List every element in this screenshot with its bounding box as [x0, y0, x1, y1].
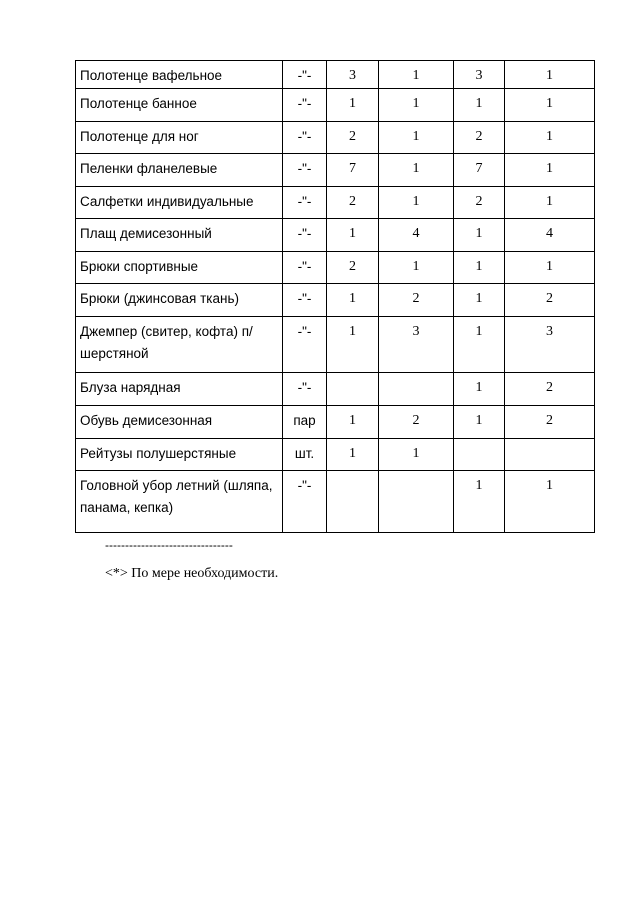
item-name: Головной убор летний (шляпа, панама, кепка): [76, 471, 283, 533]
item-value-2: 1: [379, 439, 454, 471]
table-row: [76, 317, 595, 373]
table-row: [76, 154, 595, 187]
item-unit: -"-: [283, 317, 327, 373]
item-value-1: 2: [327, 187, 379, 219]
table-body: [76, 61, 595, 533]
item-value-2: 1: [379, 252, 454, 284]
item-value-3: 2: [454, 122, 505, 154]
item-value-1: 1: [327, 284, 379, 317]
item-value-3: 3: [454, 61, 505, 89]
item-value-4: 2: [505, 406, 595, 439]
item-value-3: [454, 439, 505, 471]
item-value-3: 1: [454, 373, 505, 406]
item-value-1: [327, 471, 379, 533]
table-row: [76, 439, 595, 471]
item-value-2: 1: [379, 61, 454, 89]
item-value-4: 1: [505, 89, 595, 122]
item-value-2: [379, 373, 454, 406]
item-name: Брюки спортивные: [76, 252, 283, 284]
item-value-4: 2: [505, 373, 595, 406]
table-row: [76, 373, 595, 406]
item-value-3: 1: [454, 219, 505, 252]
item-unit: шт.: [283, 439, 327, 471]
item-name: Джемпер (свитер, кофта) п/шерстяной: [76, 317, 283, 373]
item-name: Полотенце вафельное: [76, 61, 283, 89]
item-value-4: 4: [505, 219, 595, 252]
item-value-4: 3: [505, 317, 595, 373]
item-name: Полотенце банное: [76, 89, 283, 122]
item-name: Блуза нарядная: [76, 373, 283, 406]
items-table: [75, 60, 595, 533]
item-value-2: 1: [379, 122, 454, 154]
item-unit: -"-: [283, 252, 327, 284]
item-name: Рейтузы полушерстяные: [76, 439, 283, 471]
item-value-3: 2: [454, 187, 505, 219]
item-value-4: 1: [505, 187, 595, 219]
item-value-3: 1: [454, 89, 505, 122]
table-row: [76, 406, 595, 439]
item-name: Плащ демисезонный: [76, 219, 283, 252]
item-value-1: 7: [327, 154, 379, 187]
item-value-1: 2: [327, 252, 379, 284]
table-row: [76, 89, 595, 122]
item-value-4: 1: [505, 154, 595, 187]
table-row: [76, 252, 595, 284]
item-value-1: 1: [327, 219, 379, 252]
item-value-2: 2: [379, 406, 454, 439]
item-value-4: 1: [505, 122, 595, 154]
item-unit: -"-: [283, 373, 327, 406]
item-value-4: 1: [505, 61, 595, 89]
table-row: [76, 61, 595, 89]
table-row: [76, 187, 595, 219]
item-value-3: 1: [454, 471, 505, 533]
item-value-1: [327, 373, 379, 406]
item-value-1: 2: [327, 122, 379, 154]
item-unit: -"-: [283, 154, 327, 187]
footnote-separator: --------------------------------: [105, 538, 233, 552]
item-value-4: 2: [505, 284, 595, 317]
item-name: Брюки (джинсовая ткань): [76, 284, 283, 317]
item-value-1: 1: [327, 317, 379, 373]
item-name: Обувь демисезонная: [76, 406, 283, 439]
item-value-2: [379, 471, 454, 533]
item-name: Полотенце для ног: [76, 122, 283, 154]
item-value-4: 1: [505, 471, 595, 533]
footnote-text: <*> По мере необходимости.: [105, 566, 279, 581]
item-value-2: 1: [379, 89, 454, 122]
item-value-3: 1: [454, 317, 505, 373]
item-value-3: 1: [454, 406, 505, 439]
item-unit: -"-: [283, 89, 327, 122]
item-value-2: 1: [379, 187, 454, 219]
table-row: [76, 284, 595, 317]
item-value-2: 3: [379, 317, 454, 373]
item-name: Салфетки индивидуальные: [76, 187, 283, 219]
item-value-2: 4: [379, 219, 454, 252]
item-unit: -"-: [283, 122, 327, 154]
table-row: [76, 122, 595, 154]
item-value-1: 1: [327, 89, 379, 122]
table-row: [76, 219, 595, 252]
item-value-2: 1: [379, 154, 454, 187]
item-unit: -"-: [283, 284, 327, 317]
table-row: [76, 471, 595, 533]
item-value-2: 2: [379, 284, 454, 317]
item-unit: -"-: [283, 219, 327, 252]
item-value-1: 3: [327, 61, 379, 89]
item-value-4: 1: [505, 252, 595, 284]
item-value-4: [505, 439, 595, 471]
item-value-1: 1: [327, 439, 379, 471]
item-value-3: 1: [454, 284, 505, 317]
item-value-1: 1: [327, 406, 379, 439]
item-unit: -"-: [283, 471, 327, 533]
item-name: Пеленки фланелевые: [76, 154, 283, 187]
item-value-3: 7: [454, 154, 505, 187]
item-value-3: 1: [454, 252, 505, 284]
item-unit: -"-: [283, 187, 327, 219]
item-unit: -"-: [283, 61, 327, 89]
item-unit: пар: [283, 406, 327, 439]
